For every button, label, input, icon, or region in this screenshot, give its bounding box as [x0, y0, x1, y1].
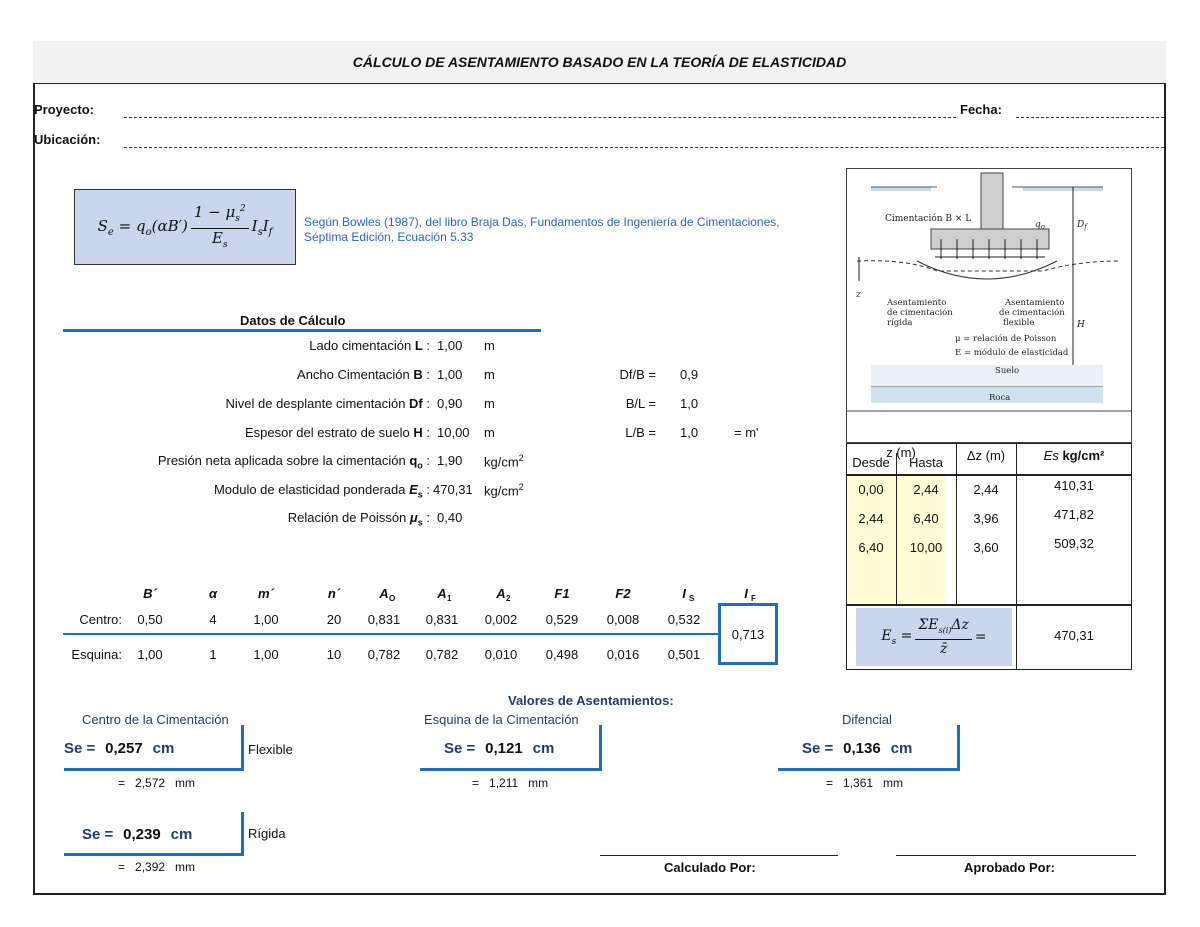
factor-header-sub: 2	[506, 594, 511, 603]
centro-flexible-result	[64, 740, 174, 757]
factor-cell: 0,831	[425, 612, 459, 627]
ratio-b-l-value: 1,0	[680, 396, 699, 411]
centro-flexible-cm: 0,257	[105, 740, 143, 757]
factor-cell: 0,782	[425, 647, 459, 662]
factor-cell: 1,00	[253, 647, 279, 662]
factor-header: F2	[615, 586, 631, 601]
datos-row-espesor: Espesor del estrato de suelo H :	[244, 425, 430, 440]
factor-header: n´	[327, 586, 341, 601]
factor-header: α	[208, 586, 218, 601]
factor-cell: 1,00	[253, 612, 279, 627]
centro-rigida-result: Se = 0,239 cm	[82, 826, 193, 843]
proyecto-field[interactable]	[124, 117, 956, 118]
datos-rule	[63, 329, 541, 332]
modulo-value: 470,31	[433, 482, 473, 497]
diagram-h-label: H	[1077, 320, 1085, 330]
datos-row-ancho: Ancho Cimentación B :	[297, 367, 430, 382]
datos-row-modulo: Modulo de elasticidad ponderada $E_s$ :	[213, 482, 430, 500]
factor-row-label: Centro:	[79, 612, 122, 627]
desplante-value: 0,90	[437, 396, 463, 411]
datos-title: Datos de Cálculo	[240, 313, 346, 328]
aprobado-label: Aprobado Por:	[964, 860, 1055, 875]
diferencial-mm-row: = 1,361 mm	[826, 776, 904, 790]
factor-header: I	[744, 586, 748, 601]
diagram-df-label: $D_f$	[1077, 220, 1087, 231]
factor-header: A	[379, 586, 389, 601]
centro-rigida-cm: 0,239	[123, 826, 161, 843]
fecha-label: Fecha:	[960, 102, 1002, 117]
factor-header-sub: F	[751, 594, 756, 603]
strata-es: 410,31	[1054, 478, 1094, 493]
ancho-unit: m	[484, 367, 495, 382]
lado-value: 1,00	[437, 338, 463, 353]
foundation-diagram-svg	[847, 169, 1131, 442]
espesor-unit: m	[484, 425, 495, 440]
if-value: 0,713	[731, 626, 765, 642]
factor-header: B´	[143, 586, 157, 601]
lado-unit: m	[484, 338, 495, 353]
presion-value: 1,90	[437, 453, 463, 468]
factor-cell: 1	[209, 647, 217, 662]
flexible-label: Flexible	[248, 742, 293, 757]
factor-cell: 0,016	[606, 647, 640, 662]
poisson-value: 0,40	[437, 510, 463, 525]
factor-cell: 0,498	[545, 647, 579, 662]
ancho-value: 1,00	[437, 367, 463, 382]
strata-dz-header: Δz (m)	[966, 448, 1006, 463]
diagram-rigida-line-1: Asentamiento	[887, 298, 947, 308]
esquina-vrule	[599, 725, 602, 771]
diferencial-cm: 0,136	[843, 740, 881, 757]
datos-row-desplante: Nivel de desplante cimentación Df :	[225, 396, 430, 411]
diagram-flexible-line-1: Asentamiento	[1005, 298, 1065, 308]
diferencial-result: Se = 0,136 cm	[802, 740, 913, 757]
esquina-result: Se = 0,121 cm	[444, 740, 555, 757]
diagram-suelo-label: Suelo	[995, 366, 1020, 376]
factor-header-sub: 1	[447, 594, 452, 603]
diagram-rigida-line-3: rígida	[887, 318, 913, 328]
reference-line-2: Séptima Edición, Ecuación 5.33	[304, 230, 474, 244]
fecha-field[interactable]	[1016, 117, 1164, 118]
cm-unit: cm	[152, 740, 175, 757]
espesor-value: 10,00	[437, 425, 470, 440]
strata-es: 509,32	[1054, 536, 1094, 551]
diagram-poisson-label: μ = relación de Poisson	[955, 334, 1057, 344]
factor-cell: 0,501	[667, 647, 701, 662]
es-weighted-formula: $E_s$ = $\frac{\Sigma E_{s(i)}\Delta z}{z̄}$ =	[856, 608, 1012, 666]
foundation-diagram	[846, 168, 1132, 443]
datos-row-lado: Lado cimentación L :	[309, 338, 430, 353]
strata-desde: 0,00	[858, 482, 884, 497]
factor-header: A	[437, 586, 447, 601]
strata-hline	[846, 604, 1132, 606]
calculado-line[interactable]	[600, 855, 838, 856]
esquina-mm-row: = 1,211 mm	[472, 776, 549, 790]
strata-dz: 3,60	[973, 540, 999, 555]
es-weighted-value: 470,31	[1054, 628, 1094, 643]
datos-row-poisson: Relación de Poissón $\mu_s$ :	[287, 510, 430, 528]
factor-cell: 0,002	[484, 612, 518, 627]
factor-header: F1	[554, 586, 570, 601]
aprobado-line[interactable]	[896, 855, 1136, 856]
ratio-l-b-label: L/B =	[625, 425, 656, 440]
strata-hasta: 10,00	[909, 540, 943, 555]
strata-es-header: Es kg/cm²	[1043, 448, 1105, 463]
factor-header-sub: O	[389, 594, 396, 603]
settlement-formula: $S_e = q_o(\alpha B')$ $\frac{1 - \mu_s^2}{E_s}$ $I_sI_f$	[74, 189, 296, 265]
esquina-title: Esquina de la Cimentación	[424, 712, 579, 727]
if-value-box	[718, 603, 778, 665]
factor-header: I	[682, 586, 686, 601]
strata-hline	[846, 474, 1132, 476]
factor-row-label: Esquina:	[71, 647, 122, 662]
strata-es: 471,82	[1054, 507, 1094, 522]
ratio-m-prime: = m'	[734, 425, 759, 440]
diagram-cimentacion-label: Cimentación B × L	[885, 214, 972, 224]
centro-rigida-mm-row: = 2,392 mm	[118, 860, 196, 874]
factor-header: A	[496, 586, 506, 601]
strata-desde-header: Desde	[852, 455, 890, 470]
diagram-z-label: z	[856, 290, 861, 300]
ubicacion-field[interactable]	[124, 147, 1164, 148]
factor-header: m´	[258, 586, 274, 601]
factor-cell: 20	[326, 612, 342, 627]
factor-row-divider	[63, 633, 718, 635]
datos-row-presion: Presión neta aplicada sobre la cimentación $q_o$ :	[157, 453, 430, 471]
desplante-unit: m	[484, 396, 495, 411]
factor-cell: 0,831	[367, 612, 401, 627]
proyecto-label: Proyecto:	[34, 102, 94, 117]
ratio-l-b-value: 1,0	[680, 425, 699, 440]
sheet-title: CÁLCULO DE ASENTAMIENTO BASADO EN LA TEORÍA DE ELASTICIDAD	[33, 41, 1166, 84]
ratio-df-b-label: Df/B =	[619, 367, 656, 382]
modulo-unit: $kg/cm^2$	[484, 482, 524, 499]
strata-desde: 2,44	[858, 511, 884, 526]
ratio-b-l-label: B/L =	[625, 396, 656, 411]
centro-title: Centro de la Cimentación	[82, 712, 229, 727]
factor-cell: 0,010	[484, 647, 518, 662]
strata-desde: 6,40	[858, 540, 884, 555]
diferencial-rule	[778, 768, 960, 771]
centro-rigida-vrule	[241, 812, 244, 856]
strata-hasta: 2,44	[913, 482, 939, 497]
factor-cell: 10	[326, 647, 342, 662]
reference-line-1: Según Bowles (1987), del libro Braja Das, Fundamentos de Ingeniería de Cimentaciones,	[304, 215, 780, 229]
diagram-flexible-line-2: de cimentación	[999, 308, 1065, 318]
diagram-qo-label: $q_o$	[1035, 220, 1045, 231]
ratio-df-b-value: 0,9	[680, 367, 699, 382]
se-label: Se =	[64, 740, 96, 757]
strata-hasta-header: Hasta	[909, 455, 943, 470]
factor-cell: 0,529	[545, 612, 579, 627]
strata-hasta: 6,40	[913, 511, 939, 526]
diferencial-title: Difencial	[842, 712, 892, 727]
factor-cell: 1,00	[137, 647, 163, 662]
esquina-rule	[420, 768, 602, 771]
centro-flexible-rule	[64, 768, 244, 771]
rigida-label: Rígida	[248, 826, 286, 841]
centro-rigida-rule	[64, 853, 244, 856]
centro-flexible-mm-row: = 2,572 mm	[118, 776, 196, 790]
strata-z-header: z (m)	[886, 445, 916, 460]
esquina-cm: 0,121	[485, 740, 523, 757]
centro-flexible-vrule	[241, 725, 244, 771]
diagram-rigida-line-2: de cimentación	[887, 308, 953, 318]
ubicacion-label: Ubicación:	[34, 132, 101, 147]
diferencial-vrule	[957, 725, 960, 771]
valores-title: Valores de Asentamientos:	[508, 693, 674, 708]
diagram-modulo-label: E = módulo de elasticidad	[955, 348, 1069, 358]
factor-cell: 0,50	[137, 612, 163, 627]
strata-dz: 2,44	[973, 482, 999, 497]
factor-cell: 0,532	[667, 612, 701, 627]
calculado-label: Calculado Por:	[664, 860, 756, 875]
strata-vline	[896, 453, 897, 604]
factor-cell: 0,782	[367, 647, 401, 662]
diagram-flexible-line-3: flexible	[1003, 318, 1035, 328]
factor-header-sub: S	[689, 594, 695, 603]
diagram-roca-label: Roca	[989, 393, 1011, 403]
strata-dz: 3,96	[973, 511, 999, 526]
factor-cell: 0,008	[606, 612, 640, 627]
factor-cell: 4	[209, 612, 217, 627]
presion-unit: $kg/cm^2$	[484, 453, 524, 470]
